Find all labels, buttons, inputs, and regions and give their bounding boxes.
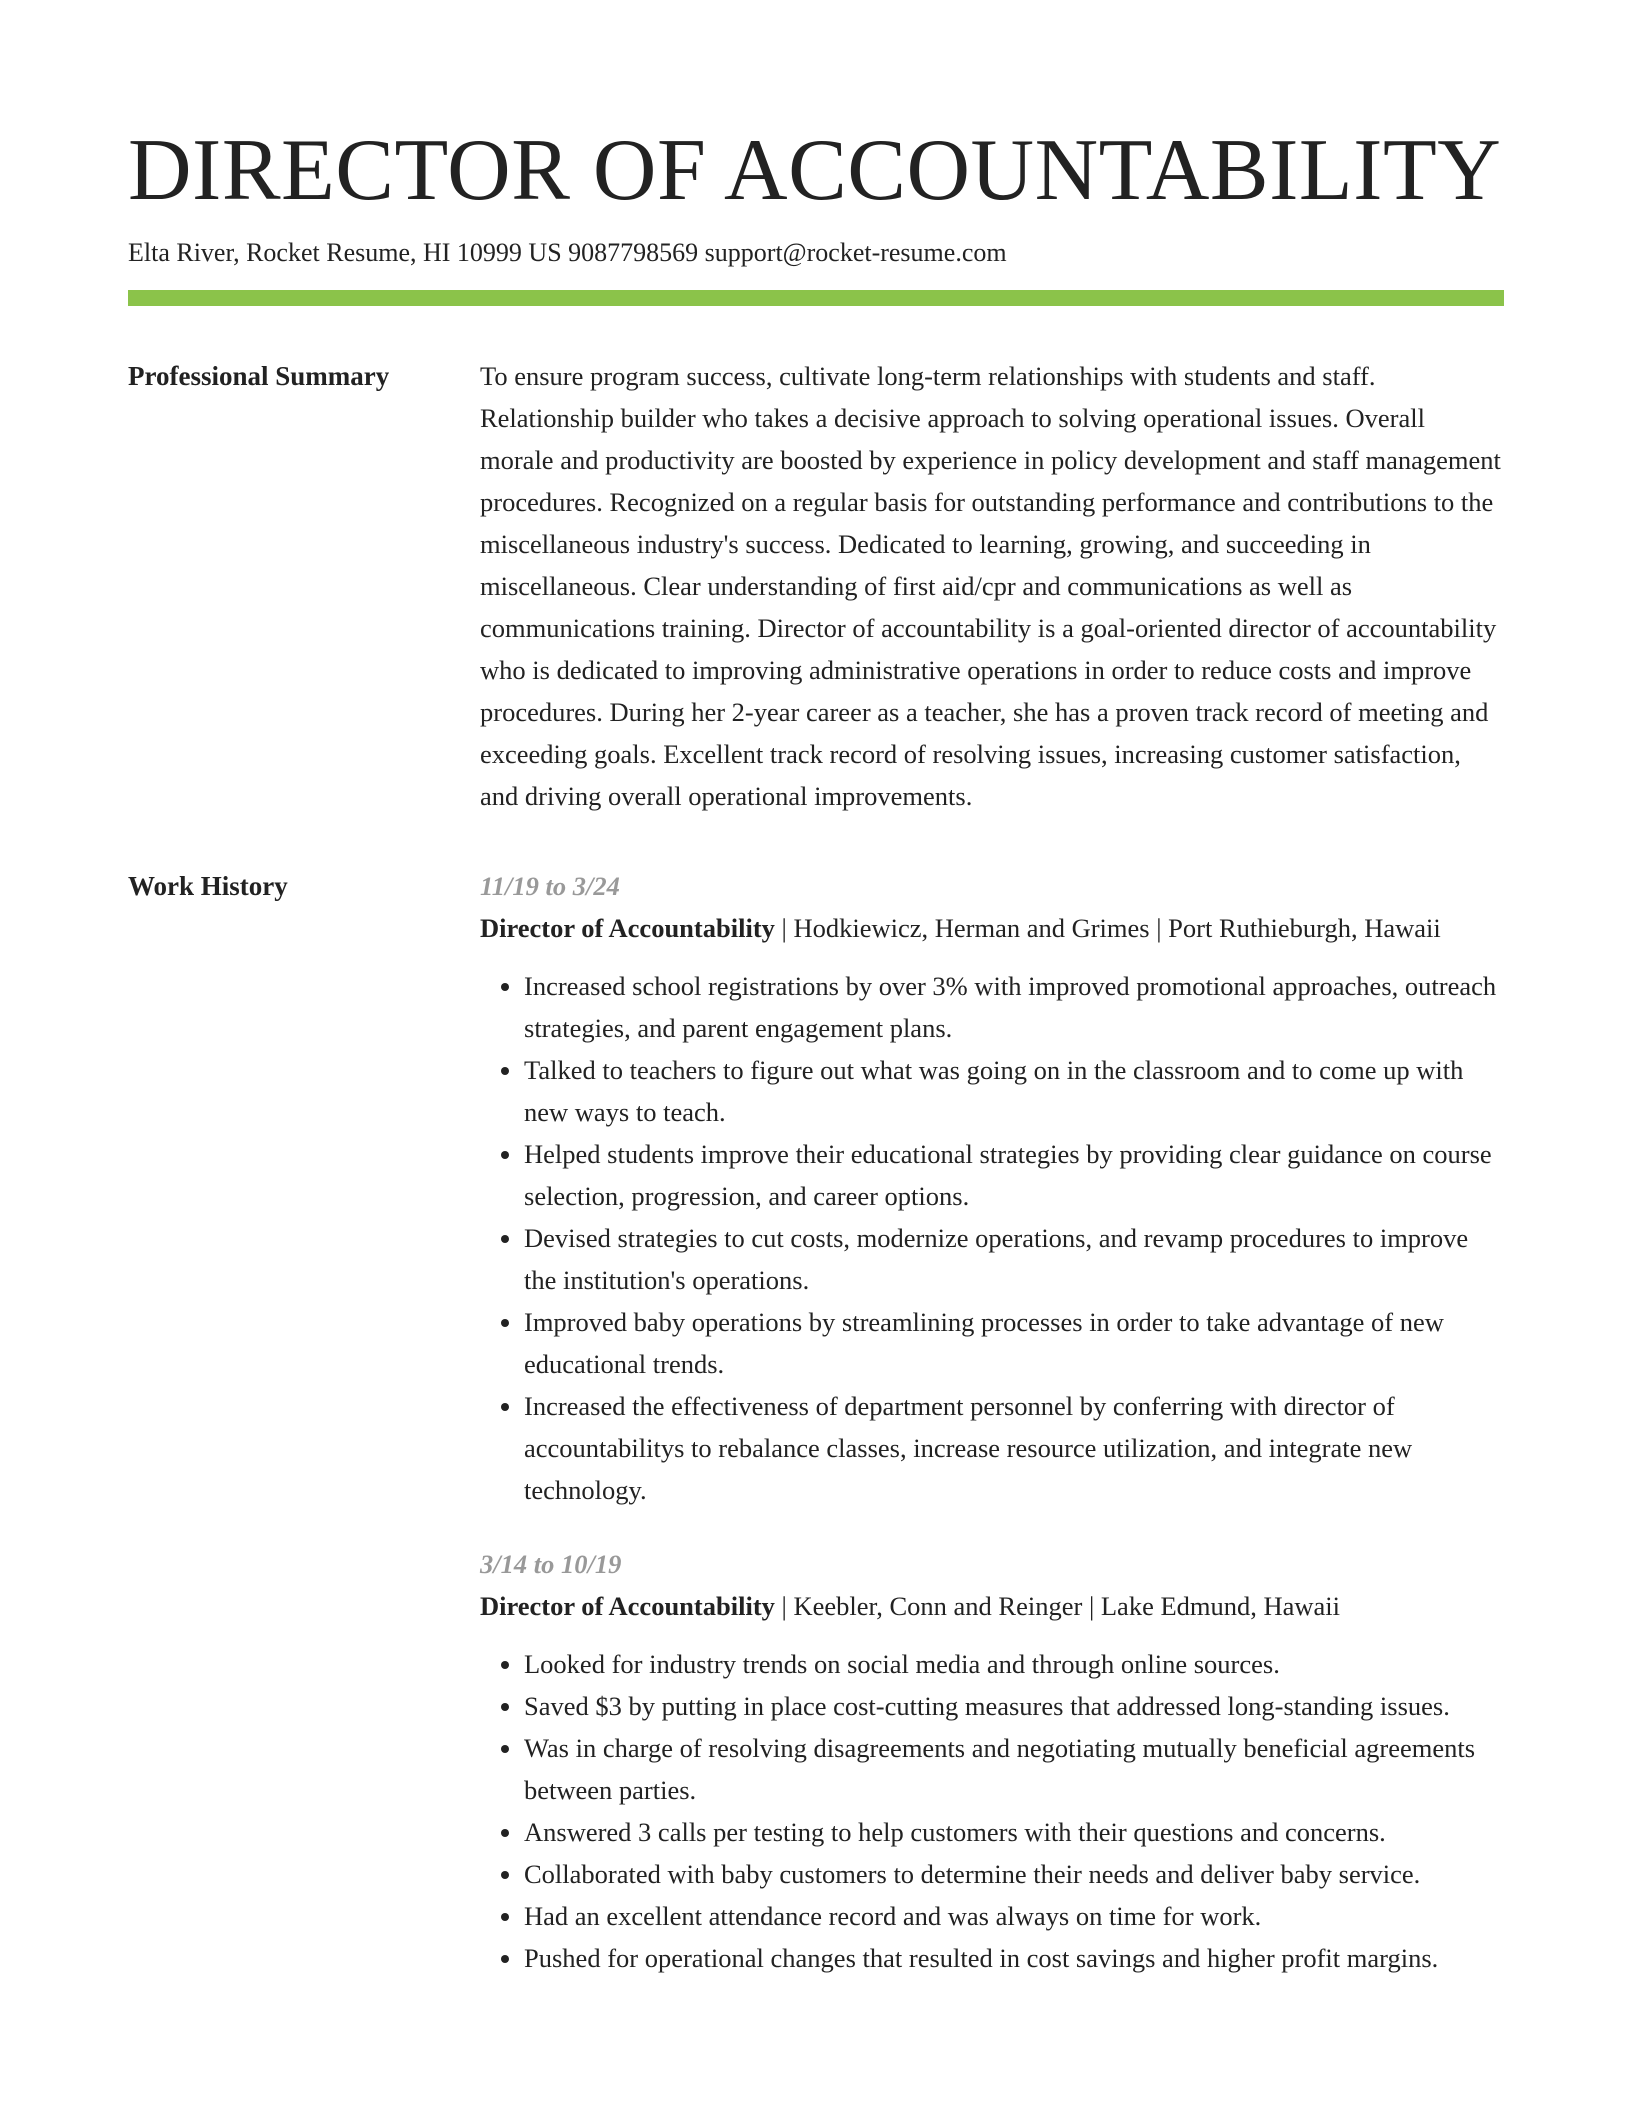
- job-title-line: [480, 1585, 1504, 1627]
- job-bullet: • Improved baby operations by streamlining processes in order to take advantage of new educational trends.: [524, 1301, 1504, 1385]
- header-divider-bar: [128, 290, 1504, 306]
- contact-email: support@rocket-resume.com: [704, 237, 1007, 267]
- resume-name-heading: DIRECTOR OF ACCOUNTABILITY: [128, 122, 1502, 219]
- job-title: Director of Accountability: [480, 1590, 775, 1621]
- job-bullet: • Increased the effectiveness of department personnel by conferring with director of accountabilitys to rebalance classes, increase resource utilization, and integrate new technology.: [524, 1385, 1504, 1511]
- job-entry: [480, 1543, 1504, 1979]
- job-bullet: • Devised strategies to cut costs, modernize operations, and revamp procedures to improve the institution's operations.: [524, 1217, 1504, 1301]
- work-history-body: [480, 865, 1504, 1979]
- job-bullet-list: [480, 1643, 1504, 1979]
- job-title-line: [480, 907, 1504, 949]
- job-bullet: • Collaborated with baby customers to determine their needs and deliver baby service.: [524, 1853, 1504, 1895]
- job-bullet: • Saved $3 by putting in place cost-cutting measures that addressed long-standing issues.: [524, 1685, 1504, 1727]
- job-employer-location: | Hodkiewicz, Herman and Grimes | Port Ruthieburgh, Hawaii: [774, 912, 1441, 943]
- job-bullet-list: [480, 965, 1504, 1511]
- job-dates: 11/19 to 3/24: [480, 870, 620, 901]
- job-bullet: • Looked for industry trends on social media and through online sources.: [524, 1643, 1504, 1685]
- job-bullet: • Helped students improve their educational strategies by providing clear guidance on course selection, progression, and career options.: [524, 1133, 1504, 1217]
- job-bullet: • Had an excellent attendance record and was always on time for work.: [524, 1895, 1504, 1937]
- job-entry: [480, 865, 1504, 1511]
- job-bullet: • Talked to teachers to figure out what was going on in the classroom and to come up with new ways to teach.: [524, 1049, 1504, 1133]
- professional-summary-section: [128, 355, 1504, 817]
- section-label-work-history: Work History: [128, 870, 288, 901]
- section-label-summary: Professional Summary: [128, 360, 390, 391]
- job-title: Director of Accountability: [480, 912, 775, 943]
- job-bullet: • Increased school registrations by over 3% with improved promotional approaches, outreach strategies, and parent engagement plans.: [524, 965, 1504, 1049]
- job-bullet: • Pushed for operational changes that resulted in cost savings and higher profit margins.: [524, 1937, 1504, 1979]
- summary-body: [480, 355, 1504, 817]
- contact-phone: 9087798569: [568, 237, 699, 267]
- job-employer-location: | Keebler, Conn and Reinger | Lake Edmund, Hawaii: [774, 1590, 1341, 1621]
- summary-text: To ensure program success, cultivate long-term relationships with students and staff. Relationship builder who takes a decisive approach to solving operational issues. Overall morale and productivity are boosted by experience in policy development and staff management procedures. Recognized on a regular basis for outstanding performance and contributions to the miscellaneous industry's success. Dedicated to learning, growing, and succeeding in miscellaneous. Clear understanding of first aid/cpr and communications as well as communications training. Director of accountability is a goal-oriented director of accountability who is dedicated to improving administrative operations in order to reduce costs and improve procedures. During her 2-year career as a teacher, she has a proven track record of meeting and exceeding goals. Excellent track record of resolving issues, increasing customer satisfaction, and driving overall operational improvements.: [480, 360, 1501, 811]
- contact-address: Elta River, Rocket Resume, HI 10999 US: [128, 237, 562, 267]
- work-history-section: [128, 865, 1504, 1979]
- job-bullet: • Answered 3 calls per testing to help customers with their questions and concerns.: [524, 1811, 1504, 1853]
- job-bullet: • Was in charge of resolving disagreements and negotiating mutually beneficial agreements between parties.: [524, 1727, 1504, 1811]
- job-dates: 3/14 to 10/19: [480, 1548, 622, 1579]
- contact-line: [128, 236, 1504, 270]
